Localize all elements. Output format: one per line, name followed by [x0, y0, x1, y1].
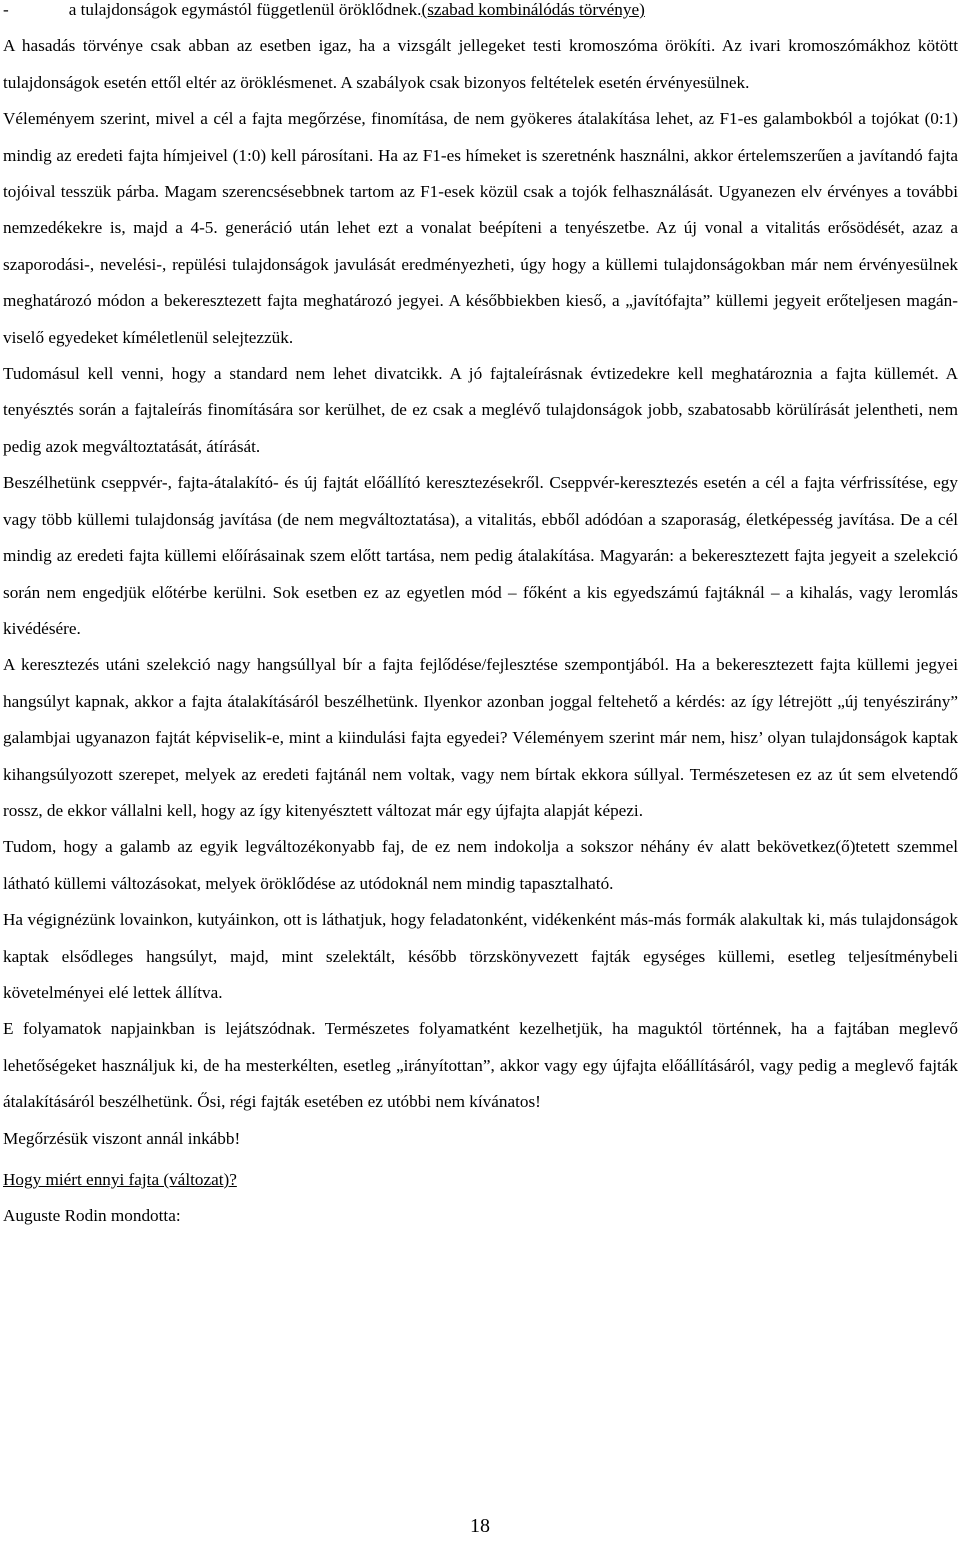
- paragraph-2: Véleményem szerint, mivel a cél a fajta megőrzése, finomítása, de nem gyökeres átalakítása lehet, az F1-es galambokból a tojókat (0:1) mindig az eredeti fajta hímjeivel (1:0) kell párosítani. Ha az F1-es hímeket is szeretnénk használni, akkor értelemszerűen a javítandó fajta tojóival tesszük párba. Magam szerencsésebbnek tartom az F1-esek közül csak a tojók felhasználását. Ugyanezen elv érvényes a további nemzedékekre is, majd a 4-5. generáció után lehet ezt a vonalat beépíteni a tenyészetbe. Az új vonal a vitalitás erősödését, azaz a szaporodási-, nevelési-, repülési tulajdonságok javulását eredményezheti, úgy hogy a küllemi tulajdonságokban már nem érvényesülnek meghatározó módon a bekeresztezett fajta meghatározó jegyei. A későbbiekben kieső, a „javítófajta” küllemi jegyeit erőteljesen magán-viselő egyedeket kíméletlenül selejtezzük.: [3, 109, 958, 347]
- quote-intro: Auguste Rodin mondotta:: [3, 1206, 181, 1225]
- paragraph-9: Megőrzésük viszont annál inkább!: [3, 1128, 241, 1148]
- paragraph-4: Beszélhetünk cseppvér-, fajta-átalakító- és új fajtát előállító keresztezésekről. Cseppvér-keresztezés esetén a cél a fajta vérfrissítése, egy vagy több küllemi tulajdonság javítása (de nem megváltoztatása), a vitalitás, ebből adódóan a szaporaság, életképesség javítása. De a cél mindig az eredeti fajta küllemi előírásainak szem előtt tartása, nem pedig átalakítása. Magyarán: a bekeresztezett fajta jegyeit a szelekció során nem engedjük előtérbe kerülni. Sok esetben ez az egyetlen mód – főként a kis egyedszámú fajtáknál – a kihalás, vagy leromlás kivédésére.: [3, 473, 958, 638]
- paragraph-7: Ha végignézünk lovainkon, kutyáinkon, ott is láthatjuk, hogy feladatonként, vidékenként más-más formák alakultak ki, más tulajdonságok kaptak elsődleges hangsúlyt, majd, mint szelektált, később törzskönyvezett fajták egységes küllemi, esetleg teljesítménybeli követelményei elé lettek állítva.: [3, 910, 958, 1002]
- paragraph-1: A hasadás törvénye csak abban az esetben igaz, ha a vizsgált jellegeket testi kromoszóma örökíti. Az ivari kromoszómákhoz kötött tulajdonságok esetén ettől eltér az öröklésmenet. A szabályok csak bizonyos feltételek esetén érvényesülnek.: [3, 36, 958, 92]
- section-title: Hogy miért ennyi fajta (változat)?: [3, 1170, 237, 1189]
- list-item-underlined: (szabad kombinálódás törvénye): [421, 0, 645, 19]
- page-number: 18: [470, 1515, 490, 1537]
- paragraph-6: Tudom, hogy a galamb az egyik legváltozékonyabb faj, de ez nem indokolja a sokszor néhány év alatt bekövetkez(ő)tetett szemmel látható küllemi változásokat, melyek öröklődése az utódoknál nem mindig tapasztalható.: [3, 837, 958, 893]
- paragraph-5: A keresztezés utáni szelekció nagy hangsúllyal bír a fajta fejlődése/fejlesztése szempontjából. Ha a bekeresztezett fajta küllemi jegyei hangsúlyt kapnak, akkor a fajta átalakításáról beszélhetünk. Ilyenkor azonban joggal feltehető a kérdés: az így létrejött „új tenyészirány” galambjai ugyanazon fajtát képviselik-e, mint a kiindulási fajta egyedei? Véleményem szerint már nem, hisz’ olyan tulajdonságok kaptak kihangsúlyozott szerepet, melyek az eredeti fajtánál nem voltak, vagy nem bírtak ekkora súllyal. Természetesen ez az út sem elvetendő rossz, de ekkor vállalni kell, hogy az így kitenyésztett változat már egy újfajta alapját képezi.: [3, 655, 958, 820]
- section-title-row: [3, 1162, 958, 1198]
- paragraph-3: Tudomásul kell venni, hogy a standard nem lehet divatcikk. A jó fajtaleírásnak évtizedekre kell meghatároznia a fajta küllemét. A tenyésztés során a fajtaleírás finomítására sor kerülhet, de ez csak a meglévő tulajdonságok jobb, szabatosabb körülírását jelentheti, nem pedig azok megváltoztatását, átírását.: [3, 364, 958, 456]
- list-item: [3, 0, 958, 28]
- document-page: [3, 0, 958, 1234]
- list-item-text: a tulajdonságok egymástól függetlenül öröklődnek.: [68, 0, 422, 19]
- list-bullet: -: [3, 0, 9, 19]
- paragraph-8: E folyamatok napjainkban is lejátszódnak. Természetes folyamatként kezelhetjük, ha maguktól történnek, ha a fajtában meglevő lehetőségeket használjuk ki, de ha mesterkélten, esetleg „irányítottan”, akkor vagy egy újfajta előállításáról, vagy pedig a meglevő fajták átalakításáról beszélhetünk. Ősi, régi fajták esetében ez utóbbi nem kívánatos!: [3, 1019, 958, 1112]
